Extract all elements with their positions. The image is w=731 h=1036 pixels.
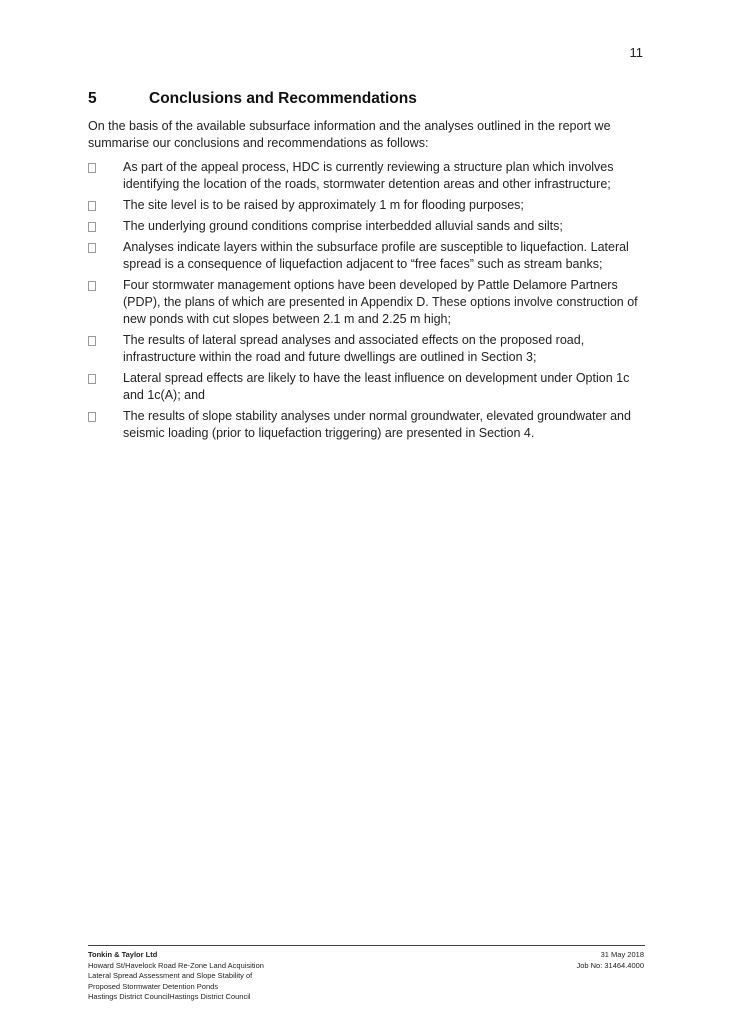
footer-date: 31 May 2018 — [600, 950, 644, 959]
footer-job-number: Job No: 31464.4000 — [576, 960, 644, 970]
footer-project-line-2: Lateral Spread Assessment and Slope Stability of — [88, 971, 253, 980]
bullet-box-icon — [88, 222, 96, 232]
list-item — [88, 239, 648, 273]
footer-divider — [88, 945, 645, 946]
bullet-box-icon — [88, 412, 96, 422]
intro-paragraph: On the basis of the available subsurface information and the analyses outlined in the report we summarise our conclusions and recommendations as follows: — [88, 119, 611, 150]
footer-client: Hastings District CouncilHastings District Council — [88, 992, 251, 1001]
list-item-text: As part of the appeal process, HDC is currently reviewing a structure plan which involves identifying the location of the roads, stormwater detention areas and other infrastructure; — [123, 160, 614, 191]
section-title: Conclusions and Recommendations — [149, 90, 417, 107]
bullet-box-icon — [88, 281, 96, 291]
list-item-text: Four stormwater management options have been developed by Pattle Delamore Partners (PDP), the plans of which are presented in Appendix D. These options involve construction of new ponds with cut slopes between 2.1 m and 2.25 m high; — [123, 278, 638, 326]
list-item — [88, 159, 648, 193]
list-item-text: The site level is to be raised by approximately 1 m for flooding purposes; — [123, 198, 524, 212]
bullet-box-icon — [88, 163, 96, 173]
footer-right — [576, 950, 644, 971]
list-item — [88, 408, 648, 442]
list-item-text: Lateral spread effects are likely to have the least influence on development under Option 1c and 1c(A); and — [123, 371, 630, 402]
conclusions-list — [88, 159, 648, 446]
list-item — [88, 332, 648, 366]
list-item — [88, 197, 648, 214]
list-item-text: The results of lateral spread analyses and associated effects on the proposed road, infrastructure within the road and future dwellings are outlined in Section 3; — [123, 333, 585, 364]
bullet-box-icon — [88, 243, 96, 253]
list-item-text: The results of slope stability analyses under normal groundwater, elevated groundwater and seismic loading (prior to liquefaction triggering) are presented in Section 4. — [123, 409, 631, 440]
footer-company: Tonkin & Taylor Ltd — [88, 950, 158, 959]
list-item-text: The underlying ground conditions comprise interbedded alluvial sands and silts; — [123, 219, 563, 233]
section-number: 5 — [88, 90, 97, 107]
section-heading — [88, 90, 417, 108]
list-item — [88, 277, 648, 328]
footer-project-line-3: Proposed Stormwater Detention Ponds — [88, 981, 219, 991]
list-item — [88, 218, 648, 235]
page-number: 11 — [629, 45, 643, 60]
bullet-box-icon — [88, 336, 96, 346]
footer-project-line-1: Howard St/Havelock Road Re-Zone Land Acquisition — [88, 960, 264, 970]
bullet-box-icon — [88, 374, 96, 384]
footer-left — [88, 950, 264, 1003]
bullet-box-icon — [88, 201, 96, 211]
list-item — [88, 370, 648, 404]
list-item-text: Analyses indicate layers within the subsurface profile are susceptible to liquefaction. Lateral spread is a consequence of liquefaction adjacent to “free faces” such as stream banks; — [123, 240, 629, 271]
